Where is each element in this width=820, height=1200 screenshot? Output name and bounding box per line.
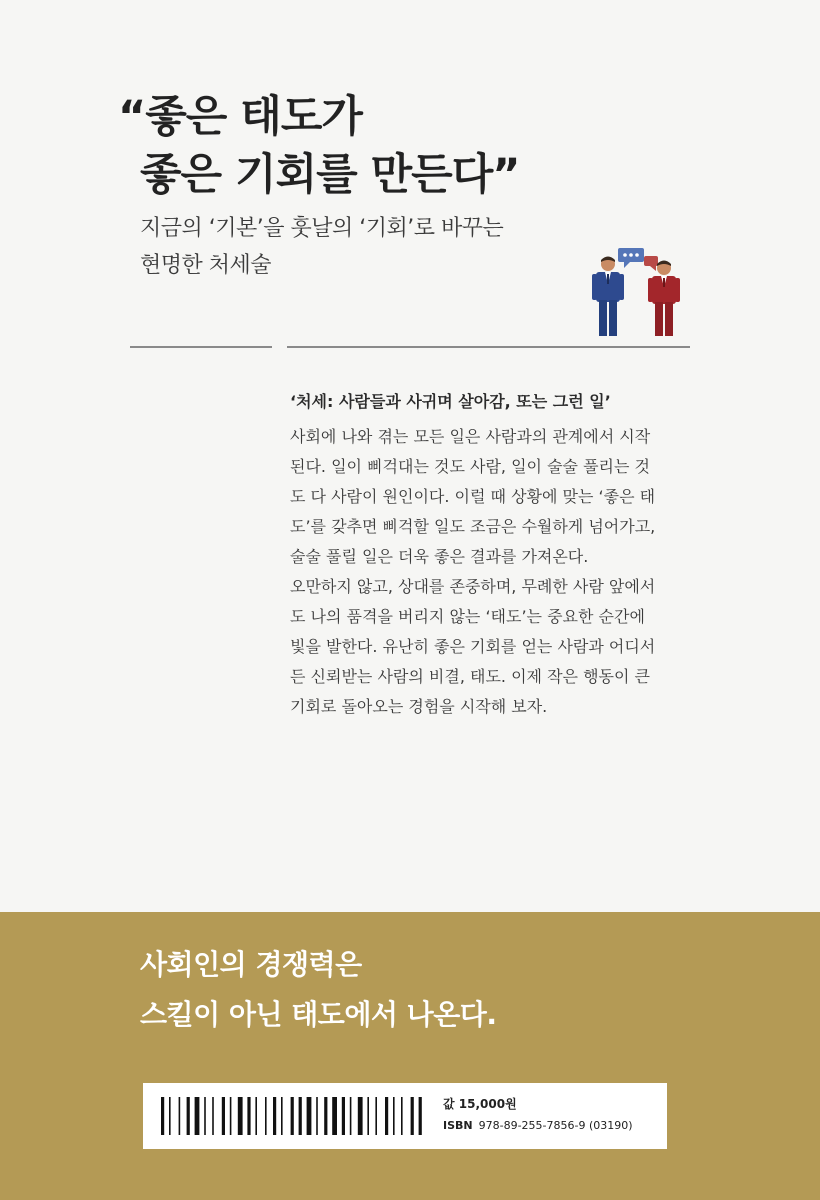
barcode-stripe <box>179 1097 181 1135</box>
body-line: 기회로 돌아오는 경험을 시작해 보자. <box>290 697 548 716</box>
body-heading: ‘처세: 사람들과 사귀며 살아감, 또는 그런 일’ <box>290 392 611 411</box>
body-line: 술술 풀릴 일은 더욱 좋은 결과를 가져온다. <box>290 547 589 566</box>
barcode-stripe <box>316 1097 318 1135</box>
barcode-stripe <box>367 1097 369 1135</box>
barcode-stripe <box>393 1097 395 1135</box>
barcode-stripe <box>419 1097 422 1135</box>
isbn-label: ISBN <box>443 1119 473 1132</box>
two-people-conversation-icon <box>588 244 688 340</box>
body-line: 도’를 갖추면 삐걱할 일도 조금은 수월하게 넘어가고, <box>290 517 656 536</box>
barcode-stripe <box>401 1097 403 1135</box>
body-line: 빛을 발한다. 유난히 좋은 기회를 얻는 사람과 어디서 <box>290 637 656 656</box>
barcode-stripe <box>332 1097 337 1135</box>
barcode-stripe <box>255 1097 257 1135</box>
barcode-icon <box>161 1097 423 1135</box>
barcode-stripe <box>222 1097 225 1135</box>
person-red-icon <box>648 261 680 337</box>
body-line: 된다. 일이 삐걱대는 것도 사람, 일이 술술 풀리는 것 <box>290 457 650 476</box>
barcode-stripe <box>350 1097 352 1135</box>
headline-line-2: 좋은 기회를 만든다” <box>140 150 520 200</box>
barcode-stripe <box>187 1097 190 1135</box>
isbn <box>443 1119 633 1132</box>
body-paragraph-1 <box>290 422 720 572</box>
barcode-stripe <box>385 1097 388 1135</box>
barcode-stripe <box>375 1097 377 1135</box>
body-line: 오만하지 않고, 상대를 존중하며, 무례한 사람 앞에서 <box>290 577 656 596</box>
barcode-stripe <box>291 1097 294 1135</box>
body-text-block <box>290 388 720 722</box>
band-line-1: 사회인의 경쟁력은 <box>140 948 362 981</box>
band-tagline <box>140 940 496 1040</box>
barcode-stripe <box>411 1097 414 1135</box>
barcode-stripe <box>230 1097 232 1135</box>
subtitle-line-2: 현명한 처세술 <box>140 253 272 278</box>
barcode-stripe <box>212 1097 214 1135</box>
body-line: 도 다 사람이 원인이다. 이럴 때 상황에 맞는 ‘좋은 태 <box>290 487 656 506</box>
subtitle-line-1: 지금의 ‘기본’을 훗날의 ‘기회’로 바꾸는 <box>140 216 504 241</box>
speech-bubble-icon <box>618 248 658 271</box>
barcode-stripe <box>281 1097 283 1135</box>
barcode-stripe <box>307 1097 312 1135</box>
barcode-stripe <box>358 1097 363 1135</box>
barcode-stripe <box>247 1097 250 1135</box>
divider-left <box>130 346 272 348</box>
body-line: 든 신뢰받는 사람의 비결, 태도. 이제 작은 행동이 큰 <box>290 667 650 686</box>
barcode-stripe <box>204 1097 206 1135</box>
price: 값 15,000원 <box>443 1097 517 1111</box>
isbn-number: 978-89-255-7856-9 (03190) <box>478 1119 633 1132</box>
barcode-stripe <box>273 1097 276 1135</box>
person-blue-icon <box>592 257 624 337</box>
barcode-stripe <box>265 1097 267 1135</box>
headline <box>118 88 520 204</box>
headline-line-1: “좋은 태도가 <box>118 92 362 142</box>
body-line: 도 나의 품격을 버리지 않는 ‘태도’는 중요한 순간에 <box>290 607 645 626</box>
subtitle <box>140 210 503 284</box>
barcode-stripe <box>342 1097 345 1135</box>
divider-right <box>287 346 690 348</box>
body-paragraph-2 <box>290 572 720 722</box>
body-line: 사회에 나와 겪는 모든 일은 사람과의 관계에서 시작 <box>290 427 651 446</box>
barcode-stripe <box>324 1097 327 1135</box>
barcode-stripe <box>238 1097 243 1135</box>
barcode-stripe <box>195 1097 200 1135</box>
barcode-stripe <box>169 1097 171 1135</box>
barcode-label <box>143 1083 667 1149</box>
band-line-2: 스킬이 아닌 태도에서 나온다. <box>140 998 497 1031</box>
barcode-stripe <box>299 1097 302 1135</box>
barcode-stripe <box>161 1097 164 1135</box>
